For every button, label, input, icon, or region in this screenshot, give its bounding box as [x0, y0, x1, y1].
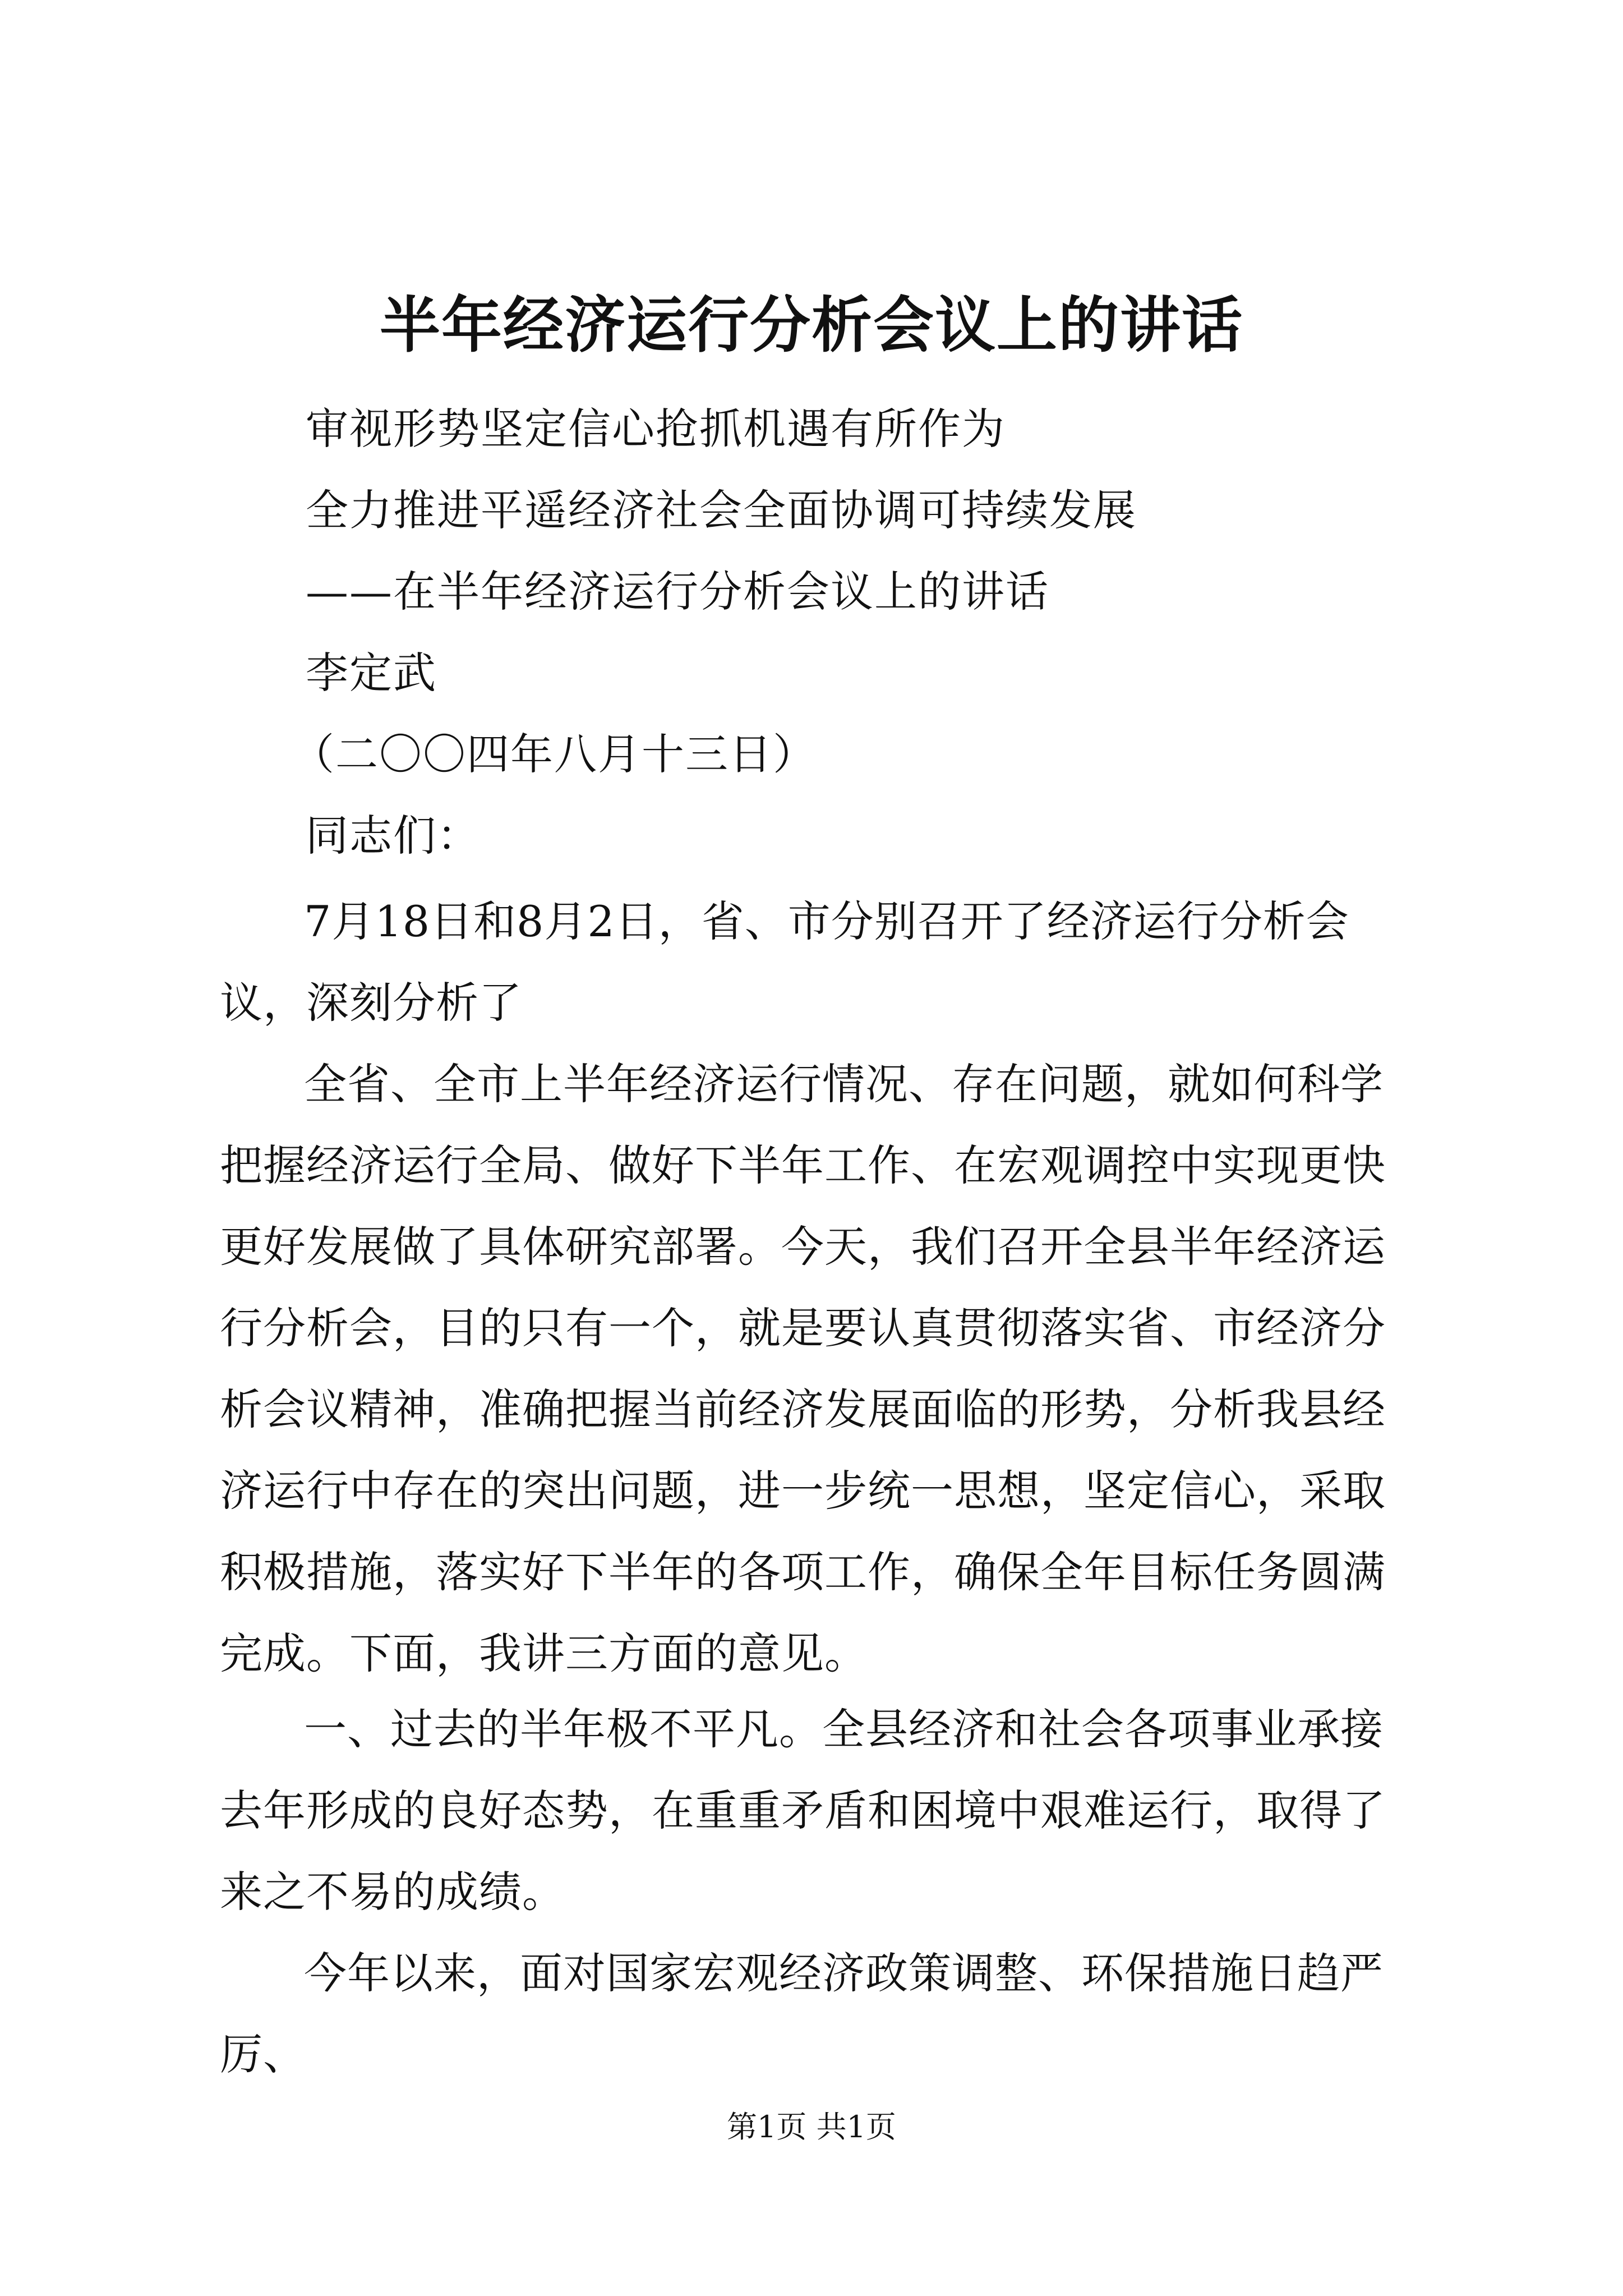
paragraph-4 [220, 1932, 1414, 2095]
subtitle-line-3: ——在半年经济运行分析会议上的讲话 [306, 567, 1049, 616]
paragraph-2-text: 全省、全市上半年经济运行情况、存在问题，就如何科学把握经济运行全局、做好下半年工作、在宏观调控中实现更快更好发展做了具体研究部署。今天，我们召开全县半年经济运行分析会，目的只有一个，就是要认真贯彻落实省、市经济分析会议精神，准确把握当前经济发展面临的形势，分析我县经济运行中存在的突出问题，进一步统一思想，坚定信心，采取积极措施，落实好下半年的各项工作，确保全年目标任务圆满完成。下面，我讲三方面的意见。 [220, 1059, 1386, 1678]
paragraph-1 [220, 881, 1414, 1043]
subtitle-line-1: 审视形势坚定信心抢抓机遇有所作为 [306, 404, 1006, 454]
paragraph-2 [220, 1043, 1414, 1694]
document-title: 半年经济运行分析会议上的讲话 [379, 290, 1243, 361]
paragraph-3-text: 一、过去的半年极不平凡。全县经济和社会各项事业承接去年形成的良好态势，在重重矛盾和困境中艰难运行，取得了来之不易的成绩。 [220, 1704, 1386, 1917]
paragraph-4-text: 今年以来，面对国家宏观经济政策调整、环保措施日趋严厉、 [220, 1948, 1384, 2079]
paragraph-1-text: 7月18日和8月2日，省、市分别召开了经济运行分析会议，深刻分析了 [220, 896, 1349, 1028]
subtitle-line-2: 全力推进平遥经济社会全面协调可持续发展 [306, 485, 1137, 535]
speech-date: （二〇〇四年八月十三日） [292, 729, 817, 779]
page-footer: 第1页 共1页 [727, 2109, 896, 2145]
author-name: 李定武 [306, 648, 437, 698]
paragraph-3 [220, 1688, 1414, 1932]
salutation: 同志们： [306, 811, 481, 861]
